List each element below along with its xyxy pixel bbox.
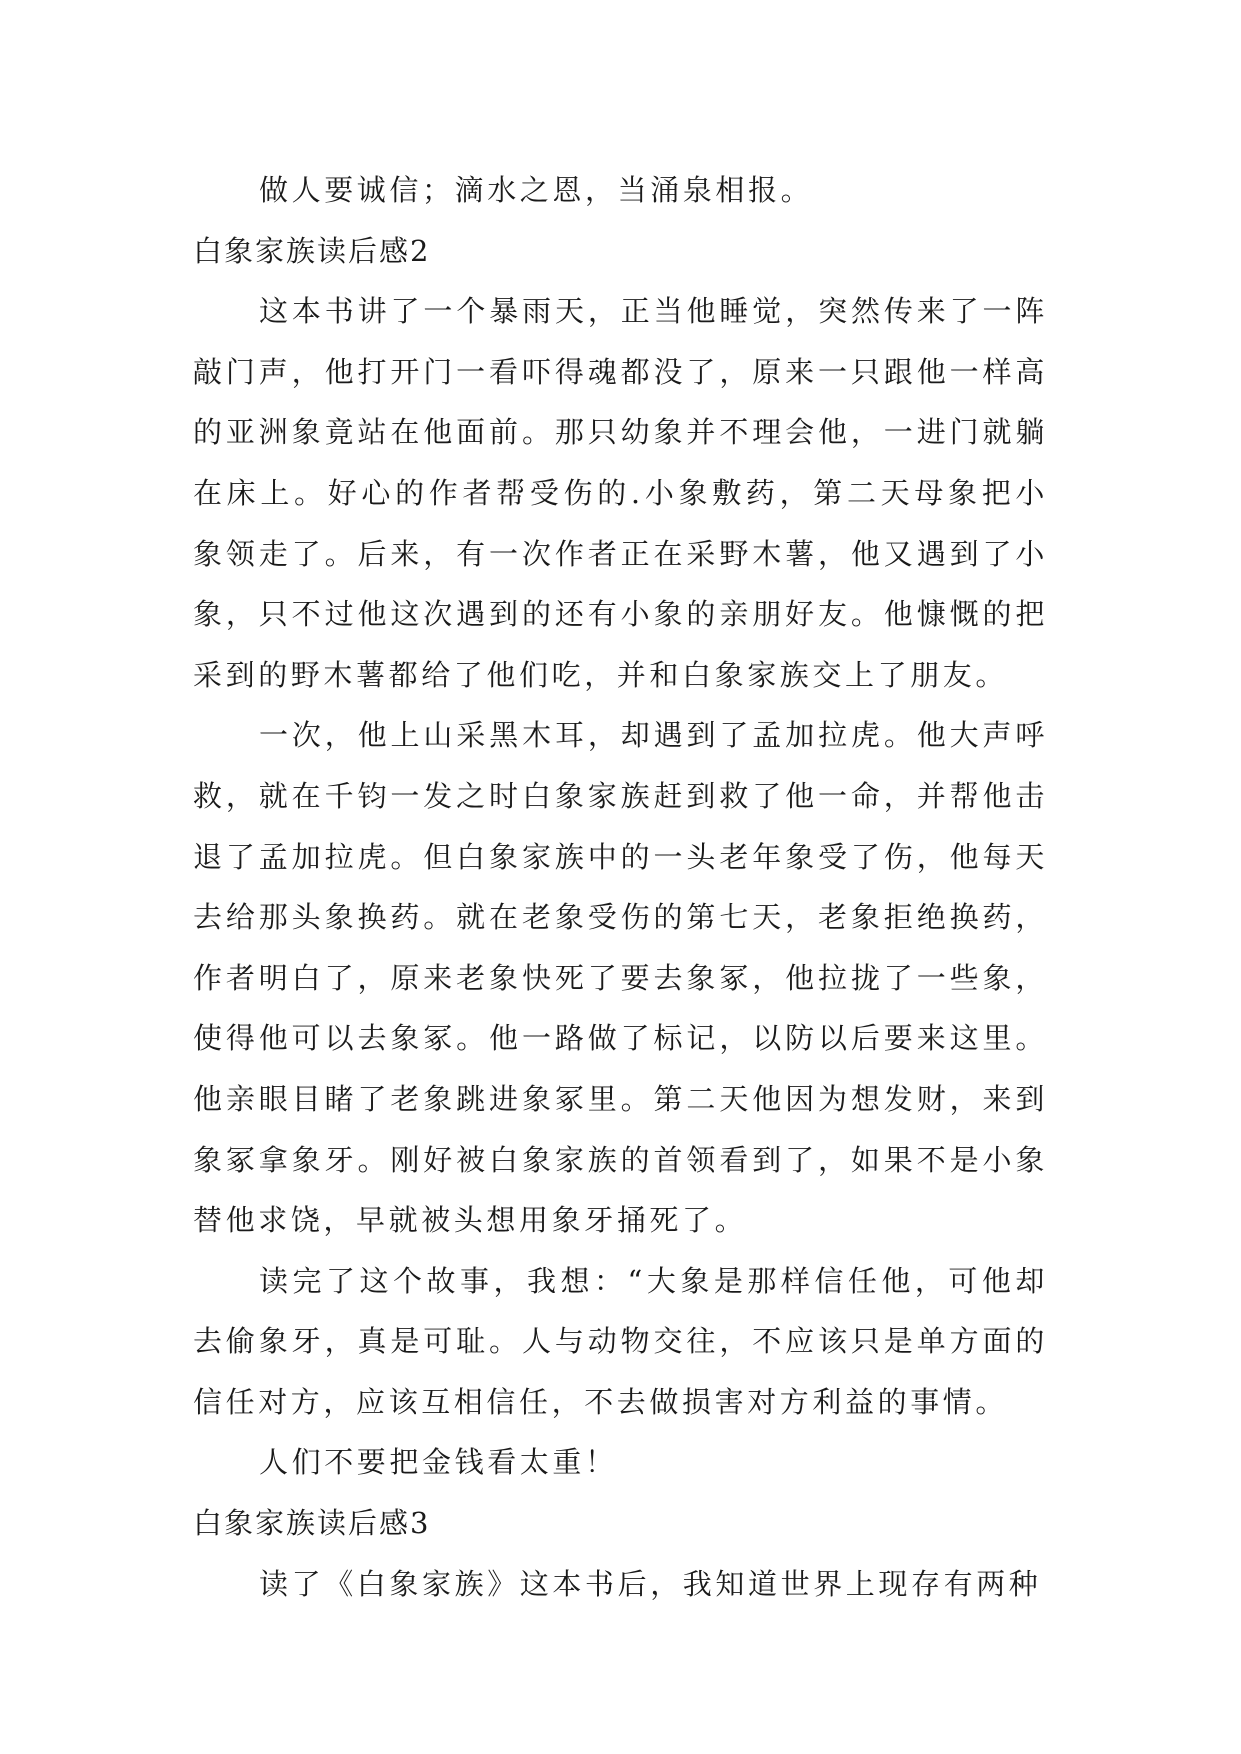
paragraph-section-3-start: 读了《白象家族》这本书后，我知道世界上现存有两种 [259,1566,1042,1601]
section-heading-2: 白象家族读后感2 [193,233,431,268]
paragraph-tiger-rescue: 一次，他上山采黑木耳，却遇到了孟加拉虎。他大声呼救，就在千钧一发之时白象家族赶到救了他一命，并帮他击退了孟加拉虎。但白象家族中的一头老年象受了伤，他每天去给那头象换药。就在老象受伤的第七天，老象拒绝换药，作者明白了，原来老象快死了要去象冢，他拉拢了一些象，使得他可以去象冢。他一路做了标记，以防以后要来这里。他亲眼目睹了老象跳进象冢里。第二天他因为想发财，来到象冢拿象牙。刚好被白象家族的首领看到了，如果不是小象替他求饶，早就被头想用象牙捅死了。 [193,718,1048,1238]
paragraph-moral: 做人要诚信；滴水之恩，当涌泉相报。 [259,173,814,207]
paragraph-conclusion: 人们不要把金钱看太重！ [259,1445,618,1480]
section-heading-3: 白象家族读后感3 [193,1506,431,1541]
document-body [193,160,1048,1614]
paragraph-story-intro: 这本书讲了一个暴雨天，正当他睡觉，突然传来了一阵敲门声，他打开门一看吓得魂都没了，原来一只跟他一样高的亚洲象竟站在他面前。那只幼象并不理会他，一进门就躺在床上。好心的作者帮受伤的.小象敷药，第二天母象把小象领走了。后来，有一次作者正在采野木薯，他又遇到了小象，只不过他这次遇到的还有小象的亲朋好友。他慷慨的把采到的野木薯都给了他们吃，并和白象家族交上了朋友。 [193,294,1048,692]
paragraph-reflection: 读完了这个故事，我想：“大象是那样信任他，可他却去偷象牙，真是可耻。人与动物交往，不应该只是单方面的信任对方，应该互相信任，不去做损害对方利益的事情。 [193,1263,1048,1419]
